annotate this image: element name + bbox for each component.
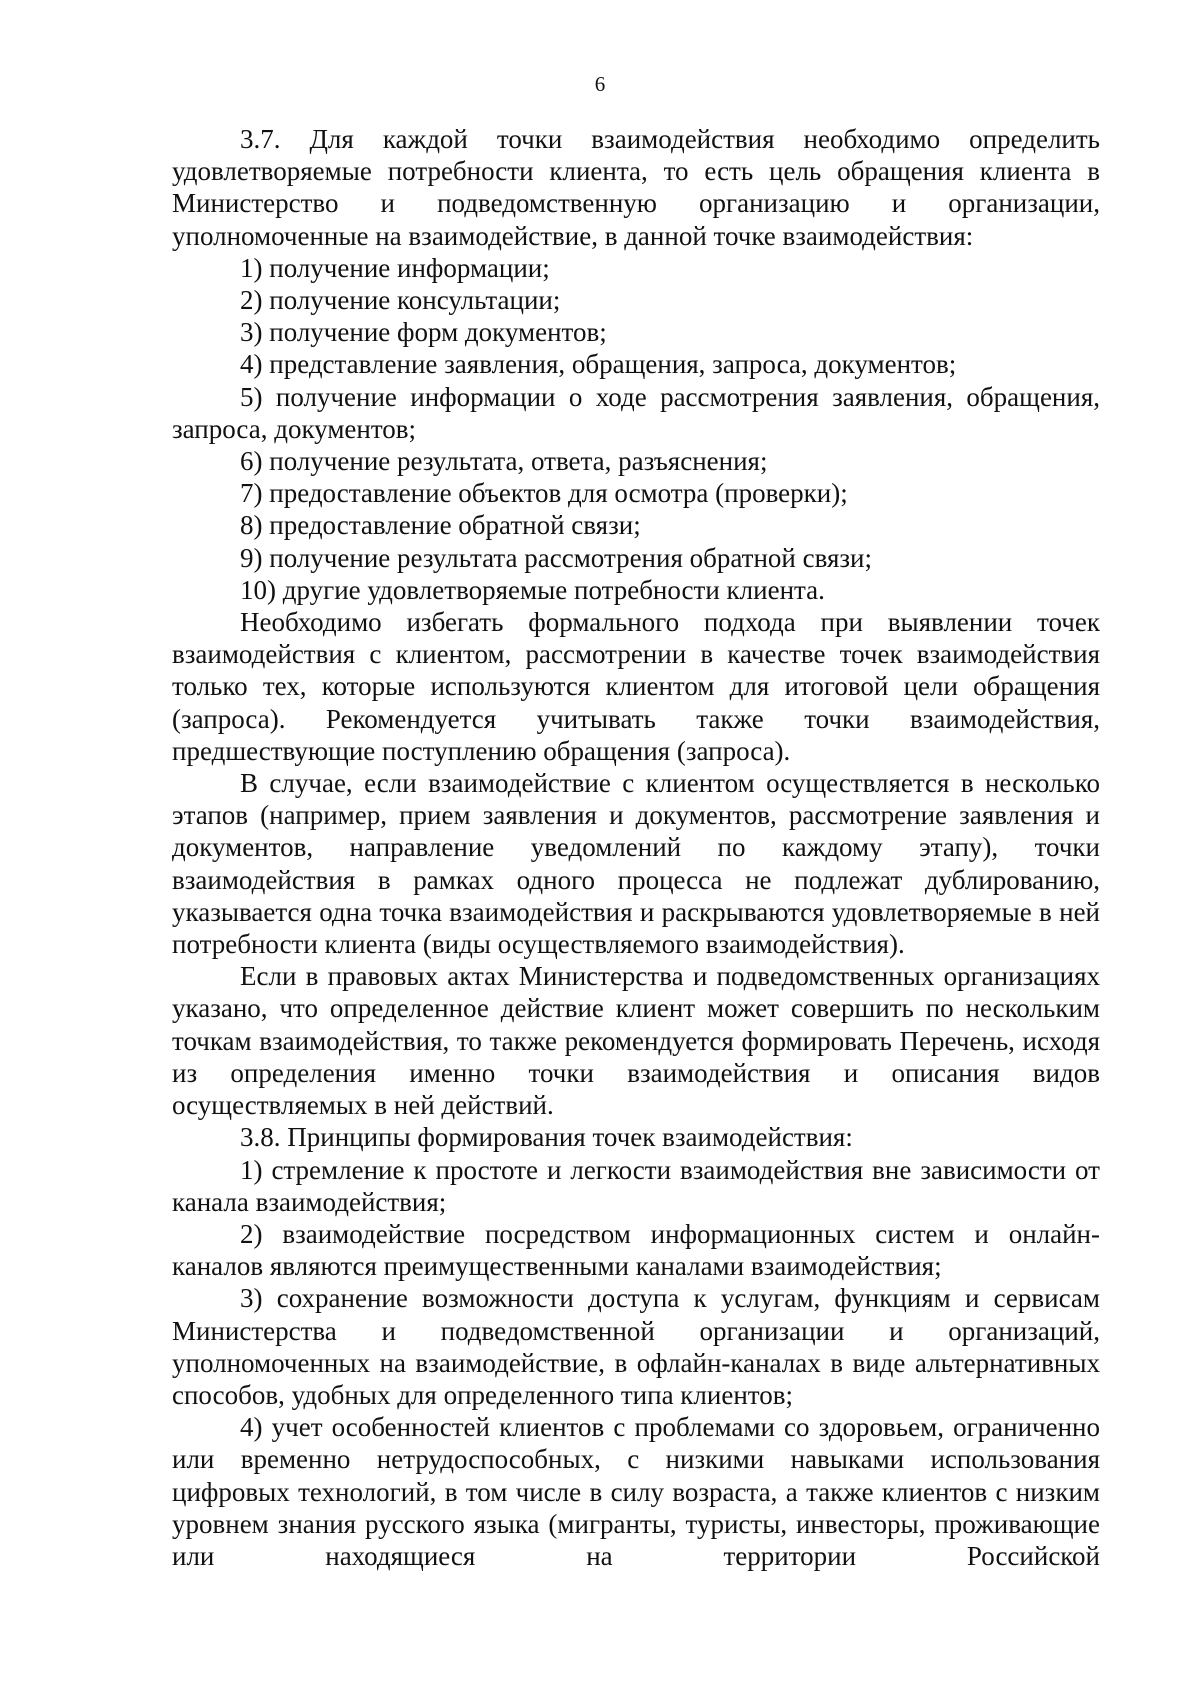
principle-item-2: 2) взаимодействие посредством информационных систем и онлайн-каналов являются преимущественными каналами взаимодействия; [172,1218,1100,1282]
principle-item-1: 1) стремление к простоте и легкости взаимодействия вне зависимости от канала взаимодействия; [172,1154,1100,1217]
list-item-2: 2) получение консультации; [240,285,561,316]
document-body [172,123,1100,1572]
list-item-7: 7) предоставление объектов для осмотра (проверки); [240,478,848,509]
list-item-1: 1) получение информации; [240,252,550,283]
list-item-4: 4) представление заявления, обращения, запроса, документов; [240,349,957,380]
paragraph-stages: В случае, если взаимодействие с клиентом осуществляется в несколько этапов (например, прием заявления и документов, рассмотрение заявления и документов, направление уведомлений по каждому этапу), точки взаимодействия в рамках одного процесса не подлежат дублированию, указывается одна точка взаимодействия и раскрываются удовлетворяемые в ней потребности клиента (виды осуществляемого взаимодействия). [172,768,1100,960]
list-item-8: 8) предоставление обратной связи; [240,510,641,541]
list-item-3: 3) получение форм документов; [240,317,607,348]
paragraph-legal-acts: Если в правовых актах Министерства и подведомственных организациях указано, что определенное действие клиент может совершить по нескольким точкам взаимодействия, то также рекомендуется формировать Перечень, исходя из определения именно точки взаимодействия и описания видов осуществляемых в ней действий. [172,961,1100,1121]
list-item-5: 5) получение информации о ходе рассмотрения заявления, обращения, запроса, документов; [172,381,1100,444]
principle-item-4: 4) учет особенностей клиентов с проблемами со здоровьем, ограниченно или временно нетрудоспособных, с низкими навыками использования цифровых технологий, в том числе в силу возраста, а также клиентов с низким уровнем знания русского языка (мигранты, туристы, инвесторы, проживающие или находящиеся на территории Российской [172,1412,1100,1571]
paragraph-3-8: 3.8. Принципы формирования точек взаимодействия: [240,1122,853,1153]
principle-item-3: 3) сохранение возможности доступа к услугам, функциям и сервисам Министерства и подведомственной организации и организаций, уполномоченных на взаимодействие, в офлайн-каналах в виде альтернативных способов, удобных для определенного типа клиентов; [172,1283,1100,1410]
paragraph-formal-approach: Необходимо избегать формального подхода при выявлении точек взаимодействия с клиентом, рассмотрении в качестве точек взаимодействия только тех, которые используются клиентом для итоговой цели обращения (запроса). Рекомендуется учитывать также точки взаимодействия, предшествующие поступлению обращения (запроса). [172,607,1100,766]
list-item-6: 6) получение результата, ответа, разъяснения; [240,446,768,477]
list-item-10: 10) другие удовлетворяемые потребности клиента. [240,574,825,605]
list-item-9: 9) получение результата рассмотрения обратной связи; [240,542,873,573]
paragraph-3-7: 3.7. Для каждой точки взаимодействия необходимо определить удовлетворяемые потребности клиента, то есть цель обращения клиента в Министерство и подведомственную организацию и организации, уполномоченные на взаимодействие, в данной точке взаимодействия: [172,124,1100,251]
page-number: 6 [594,72,606,96]
